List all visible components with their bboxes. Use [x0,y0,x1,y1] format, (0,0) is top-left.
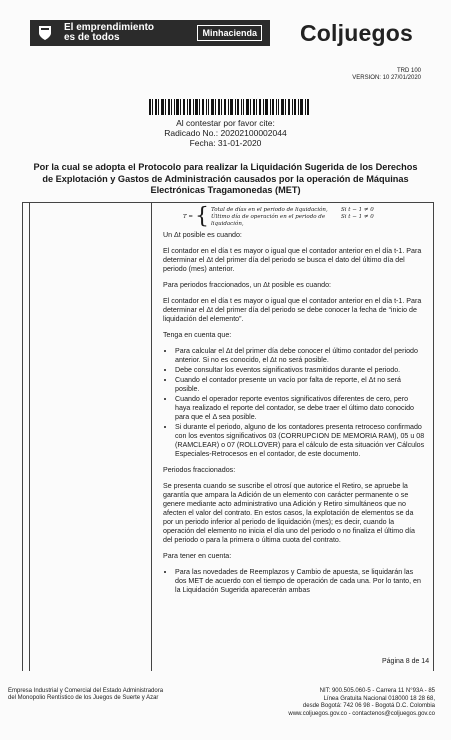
coljuegos-logo: Coljuegos [300,20,413,46]
table-divider [151,203,152,671]
list-item: • Para calcular el Δt del primer día debe conocer el último contador del periodo anterior. Si no es conocido, el Δt no será posible. [175,347,425,365]
formula-case-2 [211,214,374,228]
formula-lhs: T = [183,213,194,220]
paragraph: Se presenta cuando se suscribe el otrosí que autorice el Retiro, se apruebe la garantía que ampara la Adición de un elemento con carácter permanente o se genere mediante acto administrativo una Adición y Retiro simultáneos que no afecten el valor del contrato. En estos casos, la explotación de elementos se da por un periodo inferior al periodo de liquidación (mes); es decir, cuando la operación del elemento no inicia el día uno del periodo o no finaliza el último día del periodo o para la primera o última cuota del contrato. [163,482,415,544]
list-item: • Cuando el operador reporte eventos significativos diferentes de cero, pero haya realizado el reporte del contador, se debe traer el último dato conocido para que el Δ sea posible. [175,395,425,422]
paragraph: El contador en el día t es mayor o igual que el contador anterior en el día t-1. Para determinar el Δt del primer día del periodo se busca el dato del último día del periodo (mes) anterior. [163,247,422,273]
page-number: Página 8 de 14 [382,658,430,665]
footer-contact-line: NIT: 900.505.060-5 - Carrera 11 N°93A - 85 [319,688,435,694]
bullet-list [163,347,425,459]
trd-version-date: VERSION: 10 27/01/2020 [352,75,421,81]
list-item: • Si durante el periodo, alguno de los contadores presenta retroceso confirmado con los eventos significativos 03 (CORRUPCION DE MEMORIA RAM), 05 u 08 (RAMCLEAR) o 07 (ROLLOVER) para el cálculo de esta situación ver Cálculos Especiales-Retrocesos en el contador, de este documento. [175,423,425,459]
formula-brace: { [195,204,210,229]
gov-slogan [60,23,197,43]
gov-slogan-line2: es de todos [64,32,120,43]
formula-t [183,206,425,228]
footer-company [8,688,198,702]
ministry-badge: Minhacienda [197,25,262,41]
radicado-number: Radicado No.: 20202100002044 [164,128,287,138]
table-content-cell [163,206,425,602]
paragraph: Periodos fraccionados: [163,466,236,474]
footer-contact-line: Línea Gratuita Nacional 018000 18 28 68, [323,695,435,702]
list-item: • Para las novedades de Reemplazos y Cambio de apuesta, se liquidarán las dos MET de acuerdo con el tiempo de operación de cada una. Por lo tanto, en la Liquidación Sugerida aparecerán ambas [175,568,425,595]
formula-cases [211,207,374,228]
cite-label: Al contestar por favor cite: [176,118,275,128]
barcode-icon [149,99,309,115]
footer-contact-line: desde Bogotá: 742 06 98 - Bogotá D.C. Colombia [302,703,435,709]
bullet-list [163,568,425,595]
table-divider [29,203,30,671]
footer-contact-line: www.coljuegos.gov.co - contactenos@coljuegos.gov.co [288,710,435,717]
formula-case-condition: Si t − 1 ≠ 0 [341,206,374,213]
colombia-shield-icon [30,20,60,46]
paragraph: Un Δt posible es cuando: [163,231,242,239]
list-item: • Debe consultar los eventos significativos trasmitidos durante el periodo. [175,366,425,375]
trd-version [352,68,421,82]
government-banner [30,20,270,46]
formula-case-1 [211,207,374,214]
formula-case-text: Total de días en el periodo de liquidación, [211,206,328,213]
document-date: Fecha: 31-01-2020 [189,138,262,148]
formula-case-text: Último día de operación en el periodo de liquidación, [211,213,326,227]
paragraph: Para periodos fraccionados, un Δt posible es cuando: [163,281,331,289]
formula-case-condition: Si t − 1 ≠ 0 [341,213,374,220]
gov-slogan-line1: El emprendimiento [64,22,155,33]
footer-company-line: Empresa Industrial y Comercial del Estado Administradora [8,688,164,694]
paragraph: Para tener en cuenta: [163,552,232,560]
footer-company-line: del Monopolio Rentístico de los Juegos de Suerte y Azar [8,695,159,701]
footer-contact [288,688,435,718]
paragraph: Tenga en cuenta que: [163,331,232,339]
paragraph: El contador en el día t es mayor o igual que el contador anterior en el día t-1. Para determinar el Δt del primer día del periodo se debe conocer la fecha de “inicio de liquidación del elemento”. [163,297,422,323]
document-title: Por la cual se adopta el Protocolo para realizar la Liquidación Sugerida de los Derechos de Explotación y Gastos de Administración causados por la operación de Máquinas Electrónicas Tragamonedas (MET) [33,162,418,195]
trd-code: TRD 100 [396,68,421,74]
list-item: • Cuando el contador presente un vacío por falta de reporte, el Δt no será posible. [175,376,425,394]
